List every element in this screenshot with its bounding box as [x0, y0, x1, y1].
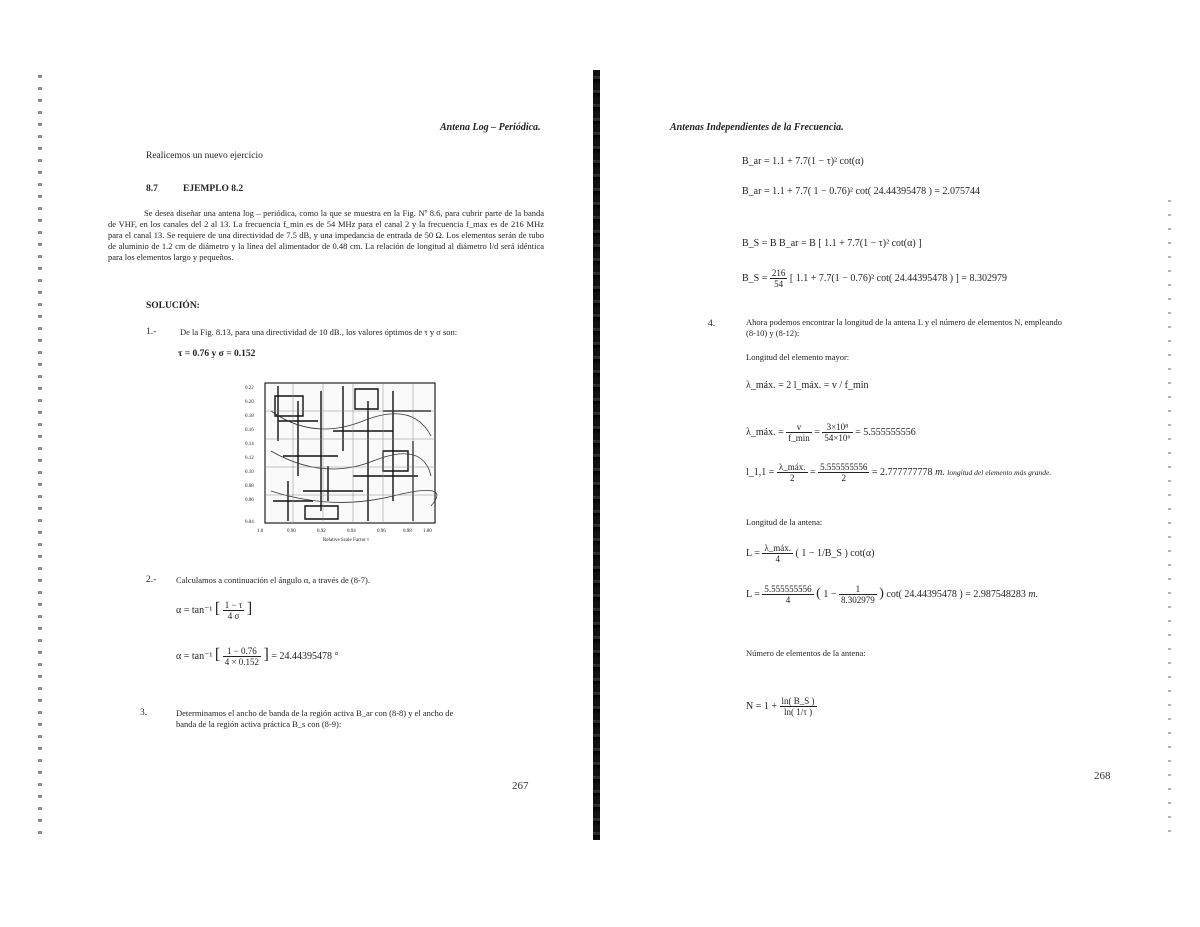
N-formula-denominator: ln( 1/τ ) [783, 707, 813, 717]
section-number: 8.7 [146, 184, 158, 194]
x-tick: 0.98 [403, 529, 412, 534]
alpha-formula-fraction [223, 600, 245, 621]
L-calc-rest: cot( 24.44395478 ) = 2.987548283 [886, 588, 1026, 600]
alpha-calculation: α = tan⁻¹ [ $\frac{1 - 0.76}{4 \times 0.152}$ ] = 24.44395478 ° [176, 646, 339, 668]
right-page [600, 0, 1200, 927]
x-tick: 1.00 [423, 529, 432, 534]
left-page-header: Antena Log – Periódica. [440, 122, 541, 133]
L-unit: m. [1028, 588, 1039, 600]
bs-formula: B_S = B B_ar = B [ 1.1 + 7.7(1 − τ)² cot(α) ] [742, 238, 922, 249]
alpha-formula-lhs: α = tan⁻¹ [176, 605, 213, 616]
x-tick: 0.96 [377, 529, 386, 534]
l11-numerator: 5.555555556 [820, 462, 868, 472]
l11-calculation: l_1,1 = $\frac{\text{λ\_máx.}}{2}$ = $\frac{5.555555556}{2}$ = 2.777777778 m. longitud del elemento más grande. [746, 462, 1052, 483]
element-count-heading: Número de elementos de la antena: [746, 648, 866, 658]
section-title: EJEMPLO 8.2 [183, 184, 244, 194]
longest-element-heading: Longitud del elemento mayor: [746, 352, 850, 362]
intro-text: Realicemos un nuevo ejercicio [146, 151, 263, 161]
step1-number: 1.- [146, 327, 157, 337]
bs-calc-numerator: 216 [771, 268, 786, 278]
right-page-header: Antenas Independientes de la Frecuencia. [670, 122, 844, 133]
right-page-number: 268 [1094, 770, 1111, 782]
left-page-number: 267 [512, 780, 529, 792]
L-formula-lhs: L = [746, 547, 760, 559]
L-formula-fraction [762, 543, 793, 564]
alpha-calc-lhs: α = tan⁻¹ [176, 651, 213, 662]
N-formula-lhs: N = 1 + [746, 700, 778, 712]
L-calc-inner-denominator: 8.302979 [840, 595, 875, 605]
alpha-formula-numerator: 1 − τ [224, 600, 243, 611]
scan-edge-marks [38, 75, 42, 835]
l11-numerator-symbolic: λ_máx. [778, 462, 806, 472]
l11-lhs: l_1,1 = [746, 466, 775, 478]
x-axis-label: Relative Scale Factor τ [323, 538, 370, 543]
L-formula-numerator: λ_máx. [764, 543, 791, 553]
bar-formula: B_ar = 1.1 + 7.7(1 − τ)² cot(α) [742, 156, 864, 167]
l11-fraction-symbolic [777, 462, 808, 483]
L-calc-inner-numerator: 1 [839, 584, 877, 595]
bar-calculation: B_ar = 1.1 + 7.7( 1 − 0.76)² cot( 24.44395478 ) = 2.075744 [742, 186, 981, 197]
y-tick: 0.14 [245, 442, 254, 447]
step4-text: Ahora podemos encontrar la longitud de la antena L y el número de elementos N, empleando (8-10) y (8-12): [746, 317, 1062, 338]
lambda-max-result: = 5.555555556 [855, 426, 916, 438]
N-formula-fraction [780, 696, 817, 717]
directivity-contour-figure [243, 381, 443, 543]
L-formula-rest: ( 1 − 1/B_S ) cot(α) [795, 547, 875, 559]
alpha-formula-denominator: 4 σ [227, 611, 240, 622]
y-tick: 0.04 [245, 520, 254, 525]
l11-denominator: 2 [841, 473, 847, 483]
step2-number: 2.- [146, 575, 157, 585]
l11-result: = 2.777777778 [871, 466, 933, 478]
L-calc-denominator: 4 [785, 595, 791, 605]
y-tick: 0.20 [245, 400, 254, 405]
lambda-max-denominator: 54×10⁶ [824, 433, 851, 443]
l11-note: longitud del elemento más grande. [947, 467, 1052, 477]
y-tick: 0.22 [245, 386, 254, 391]
lambda-max-fraction-numeric [822, 422, 852, 443]
example-paragraph: Se desea diseñar una antena log – periódica, como la que se muestra en la Fig. Nº 8.6, para cubrir parte de la banda de VHF, en los canales del 2 al 13. La frecuencia f_min es de 54 MHz para el canal 2 y la frecuencia f_max es de 216 MHz para el canal 13. Se requiere de una directividad de 7.5 dB, y una impedancia de entrada de 50 Ω. Los elementos serán de tubo de aluminio de 1.2 cm de diámetro y la línea del alimentador de 0.48 cm. La relación de longitud al diámetro l/d será idéntica para los elementos largo y pequeños. [108, 208, 544, 262]
alpha-calc-numerator: 1 − 0.76 [223, 646, 261, 657]
solution-heading: SOLUCIÓN: [146, 301, 200, 311]
alpha-calc-fraction [223, 646, 261, 667]
lambda-max-fmin: f_min [788, 433, 810, 443]
l11-unit: m. [935, 466, 945, 478]
lambda-max-calculation: λ_máx. = $\frac{v}{f\_\min}$ = $\frac{\text{3×10⁸}}{\text{54×10⁶}}$ = 5.555555556 [746, 422, 916, 443]
L-calc-numerator: 5.555555556 [764, 584, 812, 594]
x-tick: 1.0 [257, 529, 264, 534]
alpha-calc-denominator: 4 × 0.152 [224, 657, 260, 668]
N-formula-numerator: ln( B_S ) [781, 696, 815, 706]
lambda-max-numerator: 3×10⁸ [822, 422, 852, 433]
lambda-max-lhs: λ_máx. = [746, 426, 784, 438]
antenna-length-calculation: L = $\frac{5.555555556}{4}$ ( 1 − $\frac{1}{8.302979}$ ) cot( 24.44395478 ) = 2.987548283 m. [746, 584, 1039, 605]
lambda-max-fraction-symbolic [786, 422, 812, 443]
y-tick: 0.06 [245, 498, 254, 503]
alpha-formula: α = tan⁻¹ [ $\frac{1 - \tau}{4 \sigma}$ ] [176, 600, 253, 622]
bs-calc-lhs: B_S = [742, 272, 768, 284]
l11-fraction-numeric [818, 462, 869, 483]
step4-number: 4. [708, 319, 716, 329]
L-calc-fraction [762, 584, 813, 605]
bs-calc-denominator: 54 [774, 279, 784, 289]
L-formula-denominator: 4 [775, 554, 780, 564]
y-tick: 0.08 [245, 484, 254, 489]
bs-calculation [742, 268, 1007, 289]
y-tick: 0.18 [245, 414, 254, 419]
x-tick: 0.94 [347, 529, 356, 534]
step1-text: De la Fig. 8.13, para una directividad de 10 dB., los valores óptimos de τ y σ son: [180, 327, 458, 337]
step3-text: Determinamos el ancho de banda de la región activa B_ar con (8-8) y el ancho de banda de la región activa práctica B_s con (8-9): [176, 708, 454, 729]
x-tick: 0.92 [317, 529, 326, 534]
l11-denominator-symbolic: 2 [789, 473, 795, 483]
alpha-result: = 24.44395478 ° [271, 651, 339, 662]
L-calc-lhs: L = [746, 588, 760, 600]
element-count-formula [746, 696, 817, 717]
bs-calc-rest: [ 1.1 + 7.7(1 − 0.76)² cot( 24.44395478 ) ] = 8.302979 [789, 272, 1007, 284]
L-calc-inner-fraction [839, 584, 877, 605]
lambda-max-v: v [786, 422, 812, 433]
y-tick: 0.12 [245, 456, 254, 461]
y-tick: 0.10 [245, 470, 254, 475]
figure-graphic [243, 381, 443, 543]
scan-edge-marks-right [1168, 200, 1171, 840]
step3-number: 3. [140, 708, 148, 718]
y-tick: 0.16 [245, 428, 254, 433]
bs-calc-fraction [770, 268, 788, 289]
tau-sigma-values: τ = 0.76 y σ = 0.152 [178, 349, 256, 359]
x-tick: 0.90 [287, 529, 296, 534]
lambda-max-formula: λ_máx. = 2 l_máx. = v / f_min [746, 380, 869, 391]
antenna-length-heading: Longitud de la antena: [746, 517, 823, 527]
step2-text: Calculamos a continuación el ángulo α, a través de (8-7). [176, 575, 370, 585]
antenna-length-formula [746, 543, 874, 564]
